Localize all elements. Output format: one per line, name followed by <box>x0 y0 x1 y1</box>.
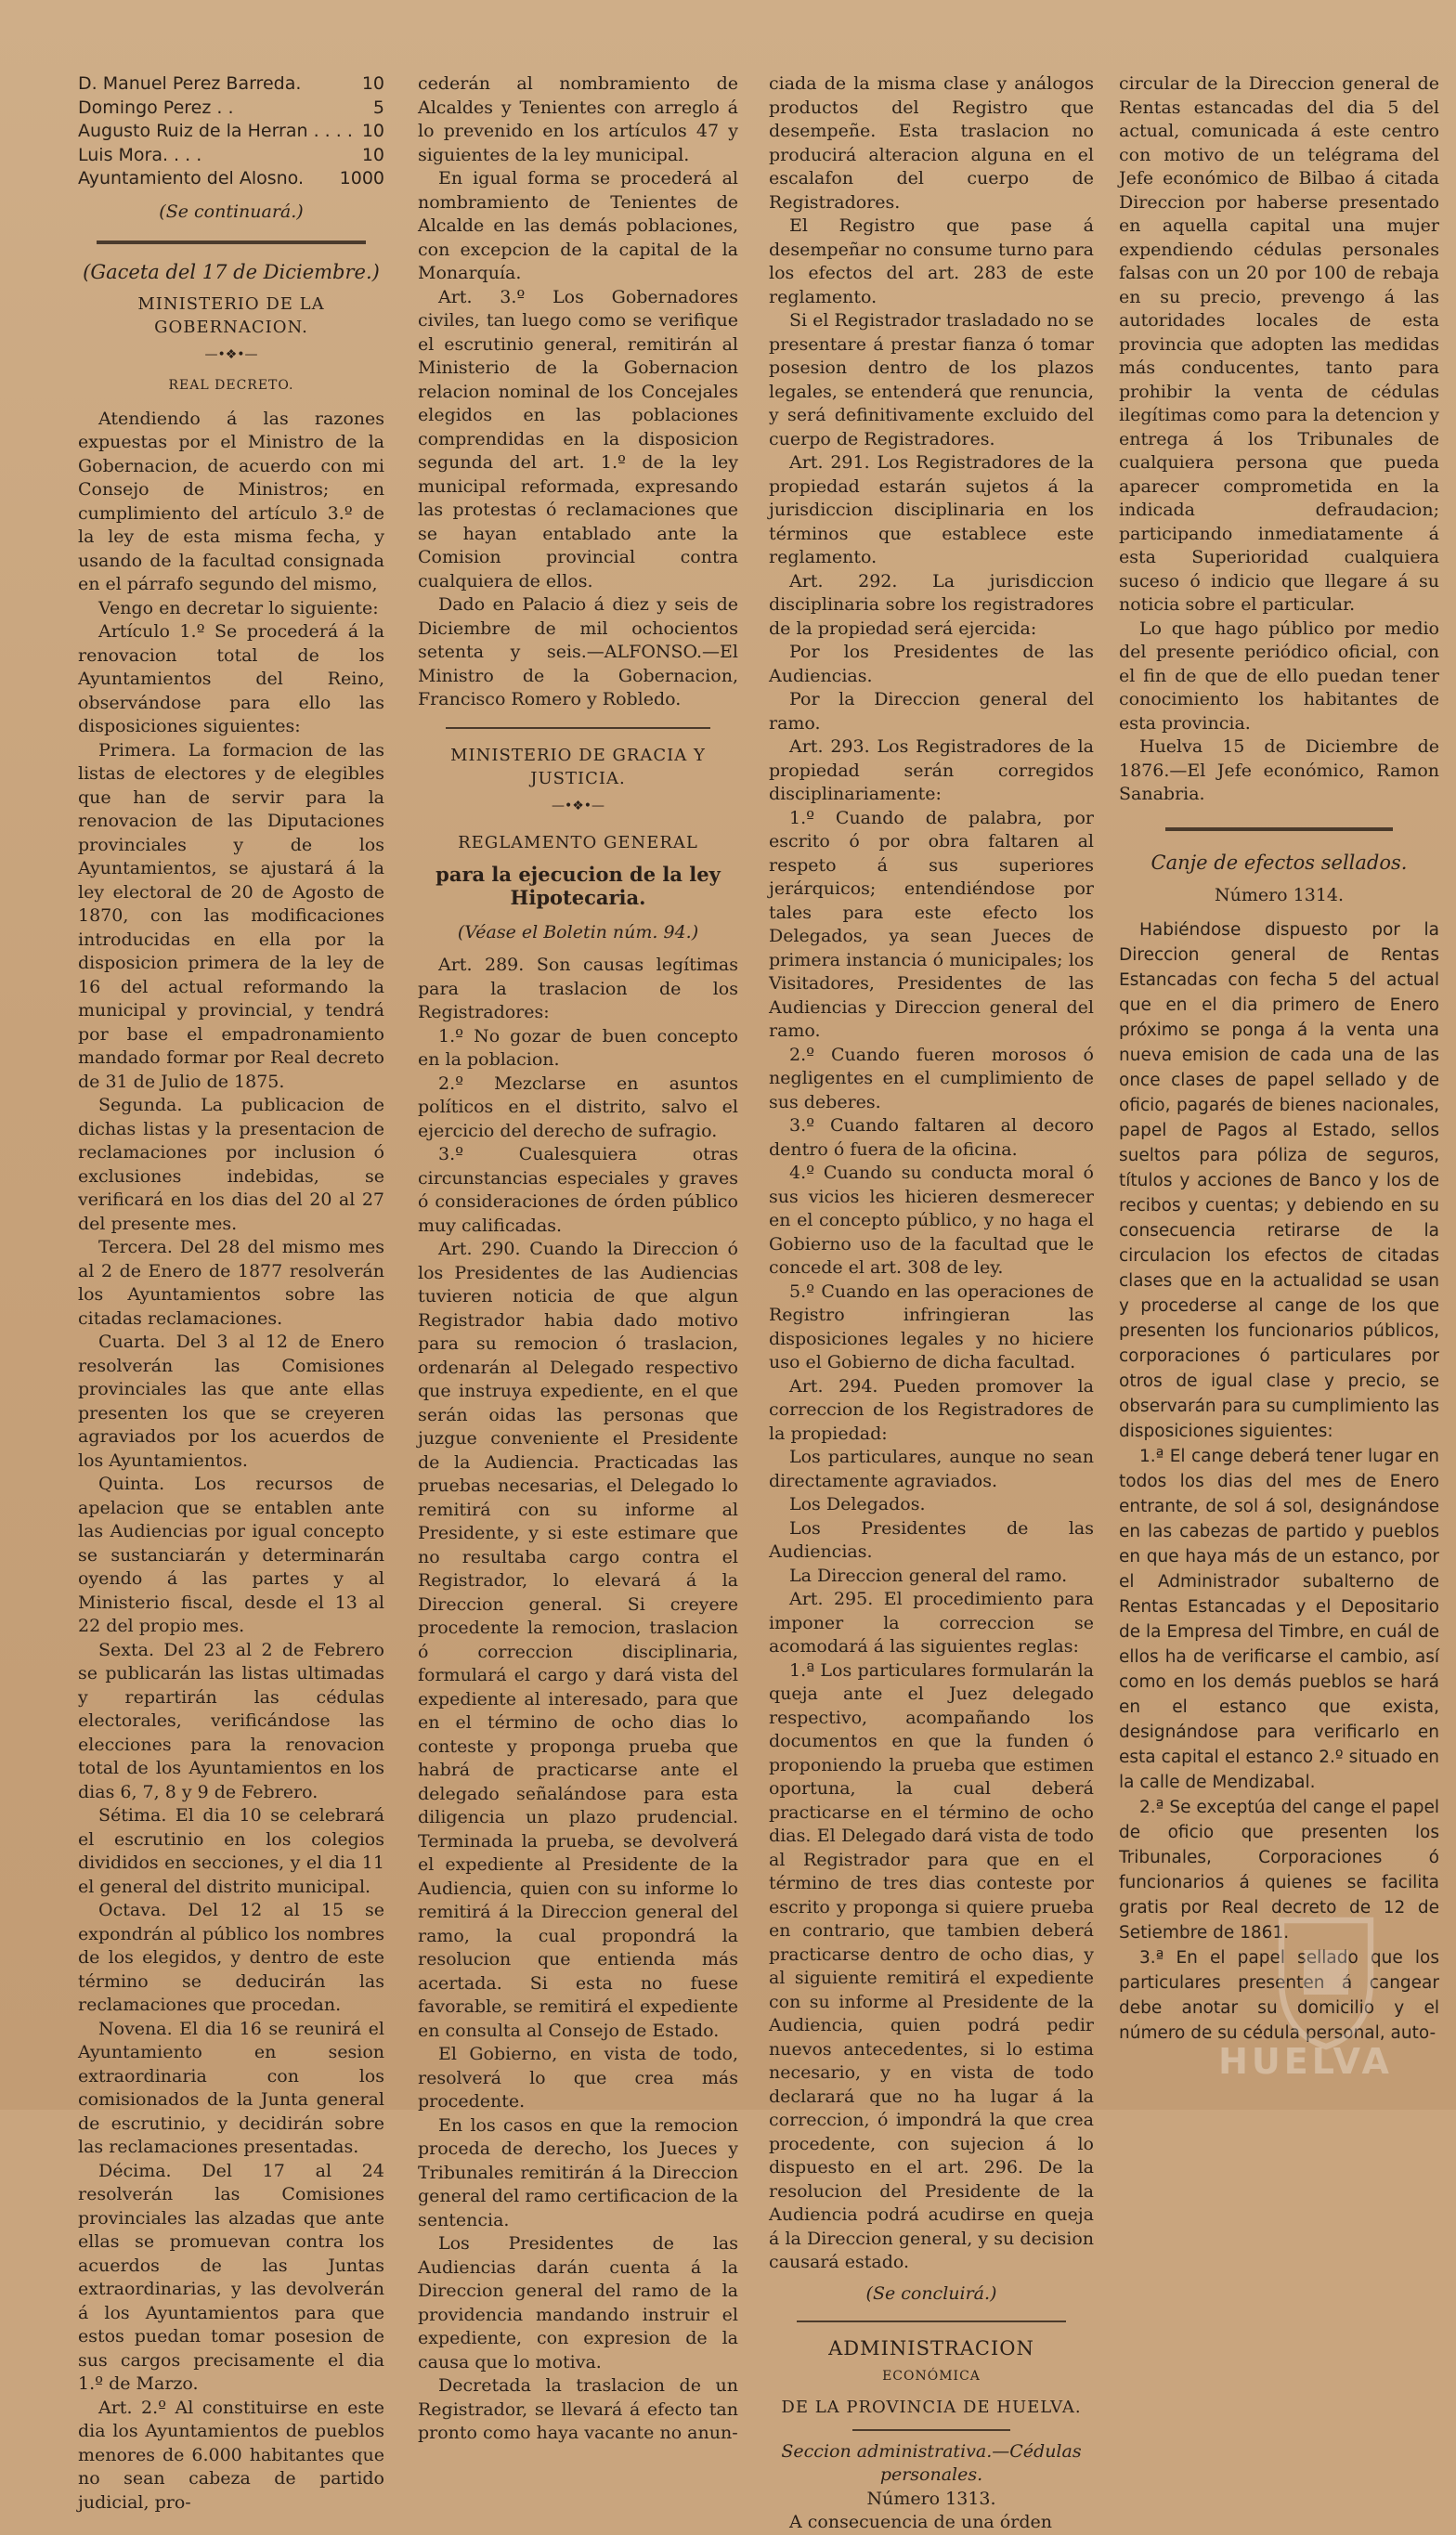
ornament: —•❖•— <box>204 346 258 362</box>
regulation-subtitle: para la ejecucion de la ley Hipotecaria. <box>436 862 721 909</box>
paragraph: 2.ª Se exceptúa del cange el papel de oficio que presenten los Tribunales, Corporaciones ó funcionarios á quienes se facilita gratis por Real decreto de 12 de Setiembre de 1861. <box>1119 1797 1439 1943</box>
paragraph: Dado en Palacio á diez y seis de Diciembre de mil ochocientos setenta y seis.—ALFONSO.—El Ministro de la Gobernacion, Francisco Romero y Robledo. <box>418 594 738 709</box>
paragraph: Art. 290. Cuando la Direccion ó los Presidentes de las Audiencias tuvieren noticia de que algun Registrador habia dado motivo para su remocion ó traslacion, ordenarán al Delegado respectivo que instruya expediente, en el que serán oidas las personas que juzgue conveniente el Presidente de la Audiencia. Practicadas las pruebas necesarias, el Delegado lo remitirá con su informe al Presidente, y si este estimare que no resultaba cargo contra el Registrador, lo elevará á la Direccion general. Si creyere procedente la remocion, traslacion ó correccion disciplinaria, formulará el cargo y dará vista del expediente al interesado, para que en el término de ocho dias lo conteste y proponga prueba que habrá de practicarse ante el delegado señalándose para esta diligencia un plazo prudencial. Terminada la prueba, se devolverá el expediente al Presidente de la Audiencia, quien con su informe lo remitirá á la Direccion general del ramo, la cual propondrá la resolucion que entienda más acertada. Si esta no fuese favorable, se remitirá el expediente en consulta al Consejo de Estado. <box>418 1239 738 2041</box>
paragraph: Los particulares, aunque no sean directamente agraviados. <box>769 1447 1094 1491</box>
paragraph: Art. 294. Pueden promover la correccion de los Registradores de la propiedad: <box>769 1375 1094 1444</box>
paragraph: Art. 292. La jurisdiccion disciplinaria sobre los registradores de la propiedad será ejercida: <box>769 570 1094 639</box>
notice-body <box>1119 917 1439 2046</box>
paragraph: Décima. Del 17 al 24 resolverán las Comisiones provinciales las alzadas que ante ellas se promuevan contra los acuerdos de las Juntas extraordinarias, y las devolverán á los Ayuntamientos para que estos puedan tomar posesion de sus cargos precisamente el dia 1.º de Marzo. <box>78 2160 384 2394</box>
notice-number: Número 1313. <box>866 2488 996 2509</box>
paragraph: Si el Registrador trasladado no se presentare á prestar fianza ó tomar posesion dentro de los plazos legales, se entenderá que renuncia, y será definitivamente excluido del cuerpo de Registradores. <box>769 310 1094 449</box>
coat-of-arms-watermark-icon <box>1252 1905 1400 2054</box>
paragraph: 3.º Cualesquiera otras circunstancias especiales y graves ó consideraciones de órden público muy calificadas. <box>418 1144 738 1236</box>
decree-heading: REAL DECRETO. <box>168 378 294 393</box>
paragraph: 1.ª El cange deberá tener lugar en todos los dias del mes de Enero entrante, de sol á sol, designándose en las cabezas de partido y pueblos en que haya más de un estanco, por el Administrador subalterno de Rentas Estancadas y el Depositario de la Empresa del Timbre, en cuál de ellos ha de verificarse el cambio, así como en los demás pueblos se hará en el estanco que exista, designándose para verificarlo en esta capital el estanco 2.º situado en la calle de Mendizabal. <box>1119 1446 1439 1792</box>
paragraph: Novena. El dia 16 se reunirá el Ayuntamiento en sesion extraordinaria con los comisionados de la Junta general de escrutinio, y decidirán sobre las reclamaciones presentadas. <box>78 2018 384 2157</box>
paragraph: 3.ª En el papel sellado que los particulares presenten á cangear debe anotar su domicilio y el número de su cédula personal, auto- <box>1119 1947 1439 2043</box>
admin-heading: ADMINISTRACION <box>828 2337 1034 2360</box>
regulation-title: REGLAMENTO GENERAL <box>458 833 698 852</box>
paragraph: Vengo en decretar lo siguiente: <box>98 597 379 618</box>
paragraph: 4.º Cuando su conducta moral ó sus vicios les hicieren desmerecer en el concepto público, y no haga el Gobierno uso de la facultad que le concede el art. 308 de ley. <box>769 1163 1094 1278</box>
paragraph: Lo que hago público por medio del presente periódico oficial, con el fin de que de ello puedan tener conocimiento los habitantes de esta provincia. <box>1119 618 1439 734</box>
paragraph: Los Delegados. <box>789 1494 926 1514</box>
paragraph: A consecuencia de una órden <box>789 2512 1052 2532</box>
paragraph: Por los Presidentes de las Audiencias. <box>769 642 1094 686</box>
paragraph: Los Presidentes de las Audiencias. <box>769 1517 1094 1562</box>
paragraph: Habiéndose dispuesto por la Direccion general de Rentas Estancadas con fecha 5 del actual que en el dia primero de Enero próximo se ponga á la venta una nueva emision de cada una de las once clases de papel sellado y de oficio, pagarés de bienes nacionales, papel de Pagos al Estado, sellos sueltos para póliza de seguros, títulos y acciones de Banco y los de recibos y cuentas; y debiendo en su consecuencia retirarse de la circulacion los efectos de citadas clases que en la actualidad se usan y procederse al cange de los que presenten los funcionarios públicos, corporaciones ó particulares por otros de igual clase y precio, se observarán para su cumplimiento las disposiciones siguientes: <box>1119 919 1439 1441</box>
paragraph: 2.º Cuando fueren morosos ó negligentes en el cumplimiento de sus deberes. <box>769 1044 1094 1112</box>
paragraph: Art. 295. El procedimiento para imponer la correccion se acomodará á las siguientes reglas: <box>769 1589 1094 1657</box>
see-note: (Véase el Boletin núm. 94.) <box>457 921 699 942</box>
paragraph: Tercera. Del 28 del mismo mes al 2 de Enero de 1877 resolverán los Ayuntamientos sobre las citadas reclamaciones. <box>78 1237 384 1329</box>
paragraph: ciada de la misma clase y análogos productos del Registro que desempeñe. Esta traslacion no producirá alteracion alguna en el escalafon del cuerpo de Registradores. <box>769 73 1094 213</box>
column-2 <box>418 72 738 2446</box>
paragraph: Art. 2.º Al constituirse en este dia los Ayuntamientos de pueblos menores de 6.000 habitantes que no sean cabeza de partido judicial, pro- <box>78 2397 384 2513</box>
paragraph: Art. 289. Son causas legítimas para la traslacion de los Registradores: <box>418 955 738 1022</box>
paragraph: El Gobierno, en vista de todo, resolverá lo que crea más procedente. <box>418 2044 738 2112</box>
ministry-heading: MINISTERIO DE GRACIA Y JUSTICIA. <box>450 745 706 788</box>
paragraph: 5.º Cuando en las operaciones de Registro infringieran las disposiciones legales y no hiciere uso el Gobierno de dicha facultad. <box>769 1280 1094 1372</box>
paragraph: 2.º Mezclarse en asuntos políticos en el distrito, salvo el ejercicio del derecho de sufragio. <box>418 1072 738 1141</box>
admin-subheading: ECONÓMICA <box>882 2368 981 2384</box>
donor-row: Luis Mora. . . . 10 <box>78 144 384 165</box>
paragraph: Huelva 15 de Diciembre de 1876.—El Jefe económico, Ramon Sanabria. <box>1119 736 1439 804</box>
paragraph: 1.º No gozar de buen concepto en la poblacion. <box>418 1025 738 1070</box>
paragraph: circular de la Direccion general de Rentas estancadas del dia 5 del actual, comunicada á este centro con motivo de un telégrama del Jefe económico de Bilbao á citada Direccion por haberse presentado en aquella capital una mujer expendiendo cédulas personales falsas con un 20 por 100 de rebaja en su precio, prevengo á las autoridades locales de esta provincia que adopten las medidas más conducentes, tanto para prohibir la venta de cédulas ilegítimas como para la detencion y entrega á los Tribunales de cualquiera persona que pueda aparecer comprometida en la indicada defraudacion; participando inmediatamente á esta Superioridad cualquiera suceso ó indicio que llegare á su noticia sobre el particular. <box>1119 73 1439 615</box>
section-title: Seccion administrativa.—Cédulas personales. <box>781 2440 1082 2485</box>
column-1 <box>78 72 384 2515</box>
notice-number: Número 1314. <box>1214 885 1345 905</box>
paragraph: Segunda. La publicacion de dichas listas y la presentacion de reclamaciones por inclusion ó exclusiones indebidas, se verificará en los dias del 20 al 27 del presente mes. <box>78 1095 384 1234</box>
section-title: Canje de efectos sellados. <box>1150 851 1408 874</box>
paragraph: Sexta. Del 23 al 2 de Febrero se publicarán las listas ultimadas y repartirán las cédulas electorales, verificándose las elecciones para la renovacion total de los Ayuntamientos en los dias 6, 7, 8 y 9 de Febrero. <box>78 1639 384 1802</box>
paragraph: Cuarta. Del 3 al 12 de Enero resolverán las Comisiones provinciales las que ante ellas presenten los que se creyeren agraviados por los acuerdos de los Ayuntamientos. <box>78 1332 384 1471</box>
paragraph: Primera. La formacion de las listas de electores y de elegibles que han de servir para la renovacion de las Diputaciones provinciales y de los Ayuntamientos, se ajustará á la ley electoral de 20 de Agosto de 1870, con las modificaciones introducidas en ella por la disposicion primera de la ley de 16 del actual reformando la municipal y provincial, y tendrá por base el empadronamiento mandado formar por Real decreto de 31 de Julio de 1875. <box>78 739 384 1092</box>
donor-row: Ayuntamiento del Alosno. 1000 <box>78 168 384 188</box>
column-4 <box>1119 72 1439 2046</box>
paragraph: 1.ª Los particulares formularán la queja ante el Juez delegado respectivo, acompañando los documentos en que la funden ó proponiendo la prueba que estimen oportuna, la cual deberá practicarse en el término de ocho dias. El Delegado dará vista de todo al Registrador para que en el término de tres dias conteste por escrito y proponga si quiere prueba en contrario, que tambien deberá practicarse dentro de ocho dias, y al siguiente remitirá el expediente con su informe al Presidente de la Audiencia, quien podrá pedir nuevos antecedentes, si lo estima necesario, y en vista de todo declarará que no ha lugar á la correccion, ó impondrá la que crea procedente, con sujecion á lo dispuesto en el art. 296. De la resolucion del Presidente de la Audiencia podrá acudirse en queja á la Direccion general, y su decision causará estado. <box>769 1659 1094 2272</box>
divider <box>446 727 710 729</box>
admin-province: DE LA PROVINCIA DE HUELVA. <box>781 2398 1082 2417</box>
paragraph: Octava. Del 12 al 15 se expondrán al público los nombres de los elegidos, y dentro de este término se deducirán las reclamaciones que procedan. <box>78 1900 384 2015</box>
paragraph: Quinta. Los recursos de apelacion que se entablen ante las Audiencias por igual concepto se sustanciarán y determinarán oyendo á las partes y al Ministerio fiscal, desde el 13 al 22 del propio mes. <box>78 1474 384 1636</box>
donor-row: Domingo Perez . . 5 <box>78 97 384 118</box>
paragraph: En los casos en que la remocion proceda de derecho, los Jueces y Tribunales remitirán á la Direccion general del ramo certificacion de la sentencia. <box>418 2114 738 2230</box>
paragraph: En igual forma se procederá al nombramiento de Tenientes de Alcalde en las demás poblaciones, con excepcion de la capital de la Monarquía. <box>418 168 738 283</box>
watermark-text: HUELVA <box>1218 2041 1393 2082</box>
paragraph: Art. 3.º Los Gobernadores civiles, tan luego como se verifique el escrutinio general, remitirán al Ministerio de la Gobernacion relacion nominal de los Concejales elegidos en las poblaciones comprendidas en la disposicion segunda del art. 1.º de la ley municipal reformada, expresando las protestas ó reclamaciones que se hayan entablado ante la Comision provincial contra cualquiera de ellos. <box>418 286 738 592</box>
ornament: —•❖•— <box>551 798 605 813</box>
donor-row: D. Manuel Perez Barreda. 10 <box>78 73 384 94</box>
paragraph: Por la Direccion general del ramo. <box>769 689 1094 734</box>
divider <box>97 240 366 244</box>
ministry-heading: MINISTERIO DE LA GOBERNACION. <box>137 293 325 337</box>
divider <box>852 2429 1010 2431</box>
paragraph: Artículo 1.º Se procederá á la renovacion total de los Ayuntamientos del Reino, observándose para ello las disposiciones siguientes: <box>78 621 384 736</box>
column-3 <box>769 72 1094 2535</box>
paragraph: El Registro que pase á desempeñar no consume turno para los efectos del art. 283 de este reglamento. <box>769 215 1094 307</box>
donor-row: Augusto Ruiz de la Herran . . . . 10 <box>78 121 384 141</box>
continued-note: (Se continuará.) <box>159 201 304 222</box>
paragraph: 3.º Cuando faltaren al decoro dentro ó fuera de la oficina. <box>769 1115 1094 1160</box>
paragraph: Art. 291. Los Registradores de la propiedad estarán sujetos á la jurisdiccion disciplinaria en los términos que establece este reglamento. <box>769 452 1094 567</box>
paragraph: 1.º Cuando de palabra, por escrito ó por obra faltaren al respeto á sus superiores jerárquicos; entendiéndose por tales para este efecto los Delegados, ya sean Jueces de primera instancia ó municipales; los Visitadores, Presidentes de las Audiencias y Direccion general del ramo. <box>769 807 1094 1041</box>
paragraph: cederán al nombramiento de Alcaldes y Tenientes con arreglo á lo prevenido en los artículos 47 y siguientes de la ley municipal. <box>418 73 738 165</box>
paragraph: Sétima. El dia 10 se celebrará el escrutinio en los colegios divididos en secciones, y el dia 11 el general del distrito municipal. <box>78 1805 384 1897</box>
paragraph: Art. 293. Los Registradores de la propiedad serán corregidos disciplinariamente: <box>769 736 1094 804</box>
gaceta-date: (Gaceta del 17 de Diciembre.) <box>83 261 380 283</box>
paragraph: La Direccion general del ramo. <box>789 1565 1068 1586</box>
conclude-note: (Se concluirá.) <box>865 2282 997 2304</box>
paragraph: Atendiendo á las razones expuestas por el Ministro de la Gobernacion, de acuerdo con mi Consejo de Ministros; en cumplimiento del artículo 3.º de la ley de esta misma fecha, y usando de la facultad consignada en el párrafo segundo del mismo, <box>78 408 384 594</box>
paragraph: Decretada la traslacion de un Registrador, se llevará á efecto tan pronto como haya vacante no anun- <box>418 2375 738 2443</box>
paragraph: Los Presidentes de las Audiencias darán cuenta á la Direccion general del ramo de la providencia mandando instruir el expediente, con expresion de la causa que lo motiva. <box>418 2233 738 2372</box>
divider <box>1165 827 1393 831</box>
divider <box>797 2320 1066 2322</box>
